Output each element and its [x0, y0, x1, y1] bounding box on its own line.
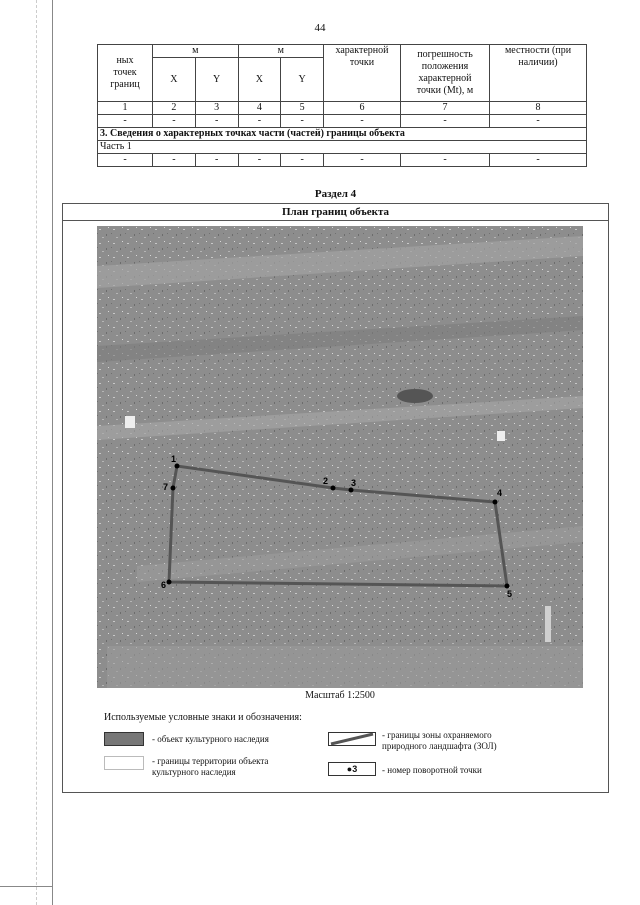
map-scale: Масштаб 1:2500: [305, 690, 375, 701]
turning-point-6: [167, 580, 172, 585]
legend-territory-swatch: [104, 756, 144, 770]
turning-point-4: [493, 500, 498, 505]
map-background: [97, 226, 583, 688]
turning-point-2: [331, 486, 336, 491]
table-row: - - - - - - - -: [98, 115, 587, 128]
coordinates-table: [97, 44, 587, 167]
margin-dash-line: [36, 0, 37, 905]
header-y-1: Y: [195, 58, 238, 102]
legend-zol-swatch: [328, 732, 376, 746]
section-3-title: 3. Сведения о характерных точках части (частей) границы объекта: [98, 128, 587, 141]
turning-point-label-5: 5: [507, 589, 513, 599]
legend-heritage-swatch: [104, 732, 144, 746]
header-m-1: м: [153, 45, 239, 58]
header-m-2: м: [238, 45, 324, 58]
header-col-location: местности (при наличии): [490, 45, 587, 102]
page-number: 44: [314, 22, 326, 34]
turning-point-label-4: 4: [497, 488, 503, 498]
part-label: Часть 1: [98, 141, 587, 154]
header-col-characteristic: характерной точки: [324, 45, 401, 102]
legend-point-dot-icon: ●: [346, 764, 353, 774]
turning-point-5: [505, 584, 510, 589]
map-highlight: [497, 431, 505, 441]
legend-point-swatch: ●3: [328, 762, 376, 776]
turning-point-label-3: 3: [351, 478, 357, 488]
turning-point-label-7: 7: [163, 482, 169, 492]
legend-zol-text: - границы зоны охраняемого природного ландшафта (ЗОЛ): [382, 730, 497, 751]
heritage-object-marker: [397, 389, 433, 403]
map-highlight: [545, 606, 551, 642]
header-x-2: X: [238, 58, 281, 102]
turning-point-label-1: 1: [171, 454, 177, 464]
header-col-points: ных точек границ: [98, 45, 153, 102]
legend-point-text: - номер поворотной точки: [382, 765, 482, 775]
table-row: - - - - - - - -: [98, 154, 587, 167]
legend-title: Используемые условные знаки и обозначения:: [104, 712, 302, 723]
map-image: [97, 226, 583, 688]
turning-point-label-2: 2: [323, 476, 329, 486]
map-svg: [97, 226, 583, 688]
section-title: Раздел 4: [314, 188, 357, 200]
turning-point-label-6: 6: [161, 580, 167, 590]
header-y-2: Y: [281, 58, 324, 102]
legend-territory-text: - границы территории объекта культурного наследия: [152, 756, 269, 777]
header-x-1: X: [153, 58, 196, 102]
terrain-strip: [107, 646, 583, 688]
column-numbers-row: 1 2 3 4 5 6 7 8: [98, 102, 587, 115]
legend-heritage-text: - объект культурного наследия: [152, 734, 269, 744]
plan-title: План границ объекта: [63, 204, 608, 221]
legend-zol-line-icon: [329, 733, 375, 745]
header-col-error: погрешность положения характерной точки (Мt), м: [401, 45, 490, 102]
turning-point-1: [175, 464, 180, 469]
turning-point-7: [171, 486, 176, 491]
map-highlight: [125, 416, 135, 428]
turning-point-3: [349, 488, 354, 493]
bottom-margin-line: [0, 886, 52, 887]
margin-line: [52, 0, 53, 905]
